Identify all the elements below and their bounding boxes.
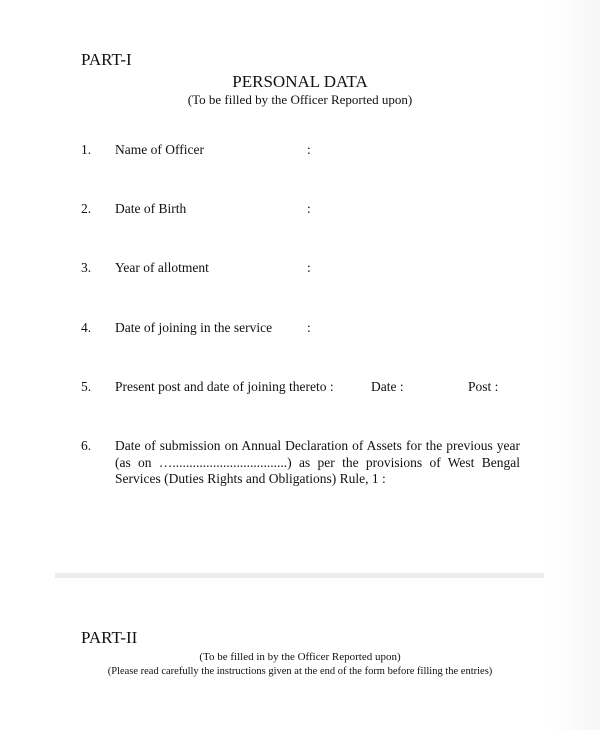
part1-heading: PART-I <box>81 50 132 69</box>
part2-subtitle: (To be filled in by the Officer Reported upon) <box>199 651 401 663</box>
item-1-label: Name of Officer <box>115 142 204 157</box>
section-divider <box>55 573 544 578</box>
item-5-label: Present post and date of joining thereto : <box>115 379 334 394</box>
item-2-label: Date of Birth <box>115 201 187 216</box>
item-6-number: 6. <box>81 438 92 453</box>
item-4-colon: : <box>307 320 311 335</box>
item-1-colon: : <box>307 142 311 157</box>
item-2-number: 2. <box>81 201 92 216</box>
page-edge-shadow <box>548 0 600 730</box>
item-4-label: Date of joining in the service <box>115 320 273 335</box>
item-1-number: 1. <box>81 142 92 157</box>
item-5-post-label: Post : <box>468 379 499 394</box>
item-5-date-label: Date : <box>371 379 404 394</box>
part2-note: (Please read carefully the instructions given at the end of the form before filling the entries) <box>107 666 493 677</box>
item-4-number: 4. <box>81 320 92 335</box>
part1-title: PERSONAL DATA <box>232 72 368 91</box>
item-2-colon: : <box>307 201 311 216</box>
item-5-number: 5. <box>81 379 92 394</box>
part2-heading: PART-II <box>81 628 138 647</box>
item-6-text: Date of submission on Annual Declaration of Assets for the previous year (as on …..................................) as per the provisions of West Bengal Services (Duties Rights and Obligations) Rule, 1 : <box>115 438 520 486</box>
item-3-number: 3. <box>81 260 92 275</box>
item-3-colon: : <box>307 260 311 275</box>
item-3-label: Year of allotment <box>115 260 209 275</box>
part1-subtitle: (To be filled by the Officer Reported upon) <box>187 92 413 107</box>
